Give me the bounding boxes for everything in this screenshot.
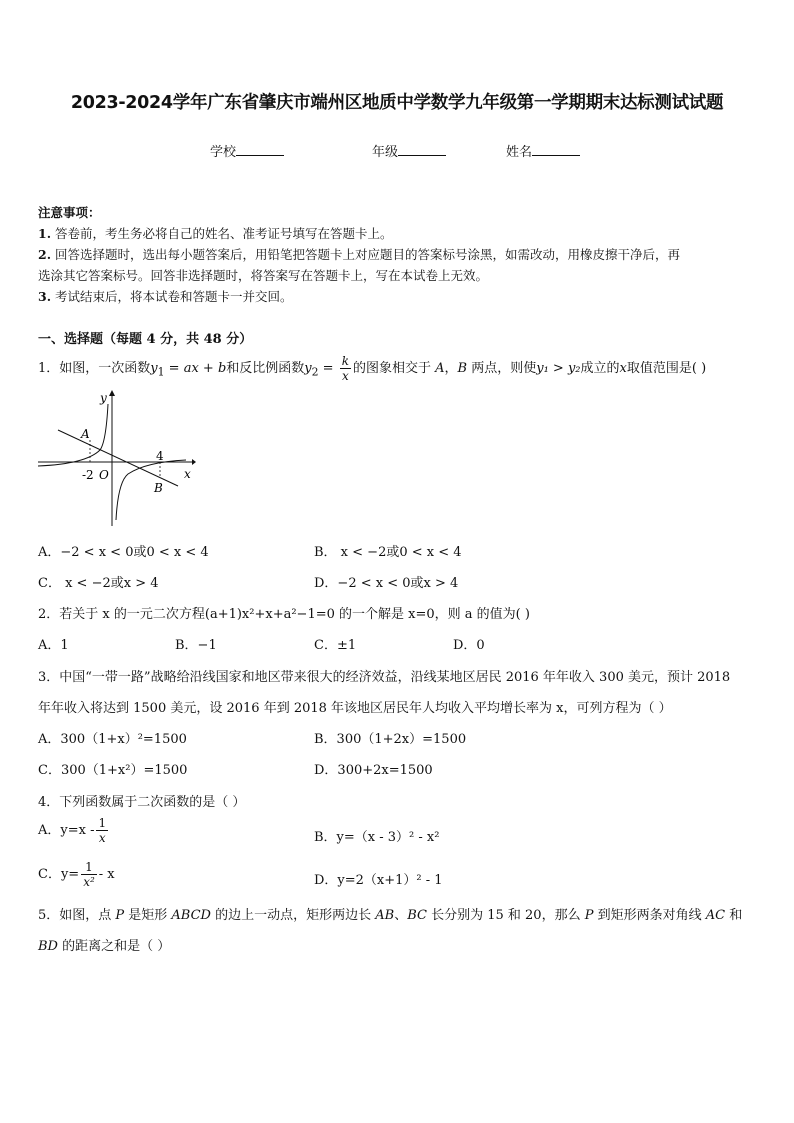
question-5-line-1: 5．如图，点 P 是矩形 ABCD 的边上一动点，矩形两边长 AB、BC 长分别为 15 和 20，那么 P 到矩形两条对角线 AC 和 (38, 908, 743, 923)
graph-label-y: y (100, 391, 107, 405)
question-5-line-2: BD 的距离之和是（ ） (38, 939, 171, 954)
name-field[interactable]: 姓名 (506, 141, 580, 160)
y-axis-arrow-icon (109, 390, 115, 396)
graph-label-origin: O (99, 468, 109, 482)
note-1: 1. 答卷前，考生务必将自己的姓名、准考证号填写在答题卡上。 (38, 226, 393, 241)
q1-option-a[interactable]: A．−2 < x < 0或0 < x < 4 (38, 545, 209, 560)
q4-c-fraction: $\frac{1}{\text{x²}}$ (83, 860, 95, 889)
hyperbola-branch-left (38, 404, 108, 466)
school-field[interactable]: 学校 (210, 141, 284, 160)
q4-a-fraction: $\frac{1}{x}$ (98, 816, 107, 845)
q2-option-c[interactable]: C．±1 (314, 638, 357, 653)
note-2-line-2: 选涂其它答案标号。回答非选择题时，将答案写在答题卡上，写在本试卷上无效。 (38, 268, 489, 283)
q3-option-b[interactable]: B．300（1+2x）=1500 (314, 732, 467, 747)
section-heading: 一、选择题（每题 4 分，共 48 分） (38, 332, 253, 347)
grade-field[interactable]: 年级 (372, 141, 446, 160)
q1-option-b[interactable]: B． x < −2或0 < x < 4 (314, 545, 462, 560)
note-2-line-1: 2. 回答选择题时，选出每小题答案后，用铅笔把答题卡上对应题目的答案标号涂黑，如需改动，用橡皮擦干净后，再 (38, 247, 681, 262)
notes-heading: 注意事项： (38, 205, 101, 220)
q3-option-d[interactable]: D．300+2x=1500 (314, 763, 433, 778)
graph-label-4: 4 (156, 449, 164, 463)
q1-option-c[interactable]: C． x < −2或x > 4 (38, 576, 159, 591)
q1-option-d[interactable]: D．−2 < x < 0或x > 4 (314, 576, 459, 591)
question-3-line-2: 年年收入将达到 1500 美元，设 2016 年到 2018 年该地区居民年人均收入平均增长率为 x，可列方程为（ ） (38, 701, 672, 716)
q4-option-c[interactable]: C．y= $\frac{1}{\text{x²}}$ - x (38, 860, 115, 889)
q2-option-b[interactable]: B．−1 (175, 638, 217, 653)
graph-label-b: B (154, 481, 163, 495)
question-4-stem: 4．下列函数属于二次函数的是（ ） (38, 795, 246, 810)
graph-label-minus-2: -2 (82, 468, 94, 482)
q2-option-d[interactable]: D．0 (453, 638, 485, 653)
q2-option-a[interactable]: A．1 (38, 638, 69, 653)
q3-option-c[interactable]: C．300（1+x²）=1500 (38, 763, 188, 778)
x-axis-arrow-icon (192, 459, 196, 465)
q4-option-b[interactable]: B．y=（x - 3）² - x² (314, 830, 440, 845)
graph-label-a: A (81, 427, 90, 441)
note-3: 3. 考试结束后，将本试卷和答题卡一并交回。 (38, 289, 293, 304)
question-1-stem: 1．如图，一次函数$y_1$ = ax + b和反比例函数$y_2$ = $\frac{k}{x}$ 的图象相交于 A，B 两点，则使y₁ > y₂成立的x取值范围是( ) (38, 354, 707, 383)
k-over-x-fraction: $\frac{k}{x}$ (341, 354, 349, 383)
q4-option-a[interactable]: A．y=x - $\frac{1}{x}$ (38, 816, 107, 845)
hyperbola-branch-right (116, 460, 186, 520)
question-1-graph (36, 388, 196, 528)
q3-option-a[interactable]: A．300（1+x）²=1500 (38, 732, 187, 747)
question-2-stem: 2．若关于 x 的一元二次方程(a+1)x²+x+a²−1=0 的一个解是 x=0，则 a 的值为( ) (38, 607, 530, 622)
page-title: 2023-2024学年广东省肇庆市端州区地质中学数学九年级第一学期期末达标测试试题 (70, 93, 724, 113)
q4-option-d[interactable]: D．y=2（x+1）² - 1 (314, 873, 443, 888)
graph-label-x: x (184, 467, 191, 481)
question-3-line-1: 3．中国“一带一路”战略给沿线国家和地区带来很大的经济效益，沿线某地区居民 2016 年年收入 300 美元，预计 2018 (38, 670, 731, 685)
